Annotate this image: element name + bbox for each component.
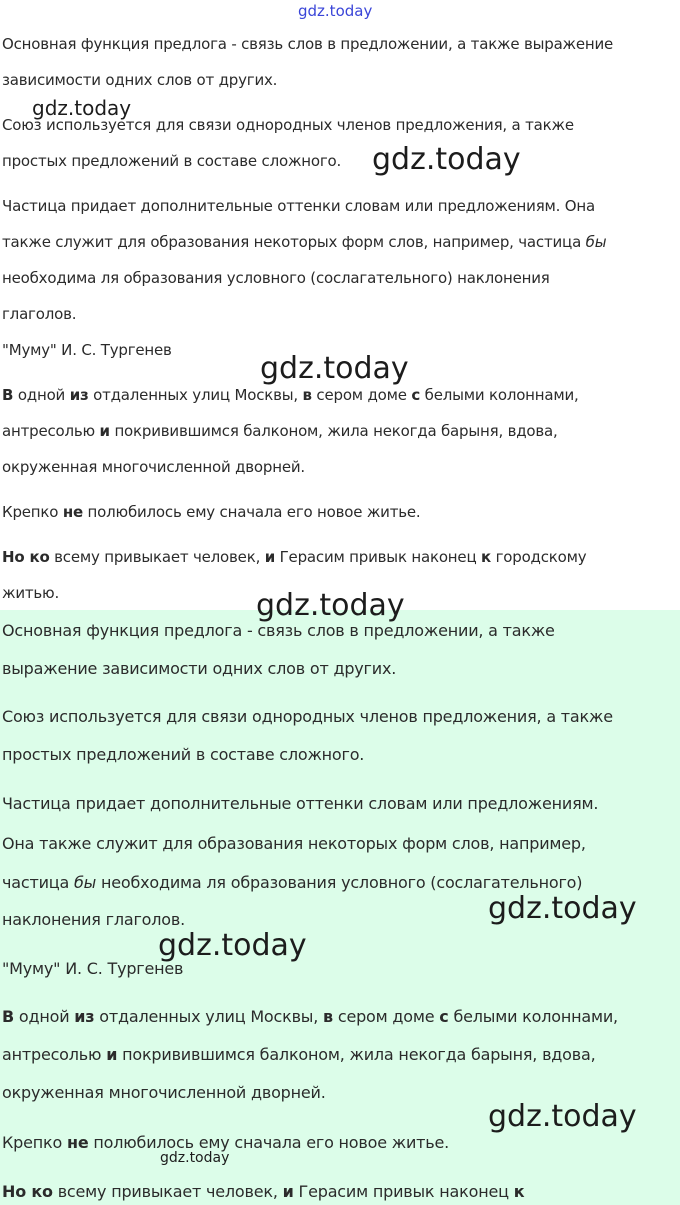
watermark-logo: gdz.today [160, 1150, 230, 1166]
watermark-logo: gdz.today [488, 1099, 637, 1134]
paragraph-particle-line1: Частица придает дополнительные оттенки словам или предложениям. [2, 794, 599, 813]
paragraph-conjunction-line1: Союз используется для связи однородных членов предложения, а также [2, 116, 574, 134]
watermark-logo: gdz.today [298, 2, 373, 20]
paragraph-particle-line4: глаголов. [2, 305, 77, 323]
paragraph-street-line2: антресолью и покривившимся балконом, жила некогда барыня, вдова, [2, 1045, 596, 1064]
work-title: "Муму" И. С. Тургенев [2, 341, 172, 359]
paragraph-preposition-line2: выражение зависимости одних слов от других. [2, 659, 397, 678]
paragraph-particle-line3: частица бы необходима ля образования условного (сослагательного) [2, 873, 583, 892]
watermark-logo: gdz.today [32, 96, 132, 120]
paragraph-street-line2: антресолью и покривившимся балконом, жила некогда барыня, вдова, [2, 422, 558, 440]
paragraph-krepko: Крепко не полюбилось ему сначала его новое житье. [2, 503, 421, 521]
paragraph-preposition-line1: Основная функция предлога - связь слов в предложении, а также [2, 621, 555, 640]
paragraph-particle-line2: также служит для образования некоторых форм слов, например, частица бы [2, 233, 607, 251]
paragraph-preposition-line2: зависимости одних слов от других. [2, 71, 278, 89]
paragraph-conjunction-line2: простых предложений в составе сложного. [2, 152, 342, 170]
paragraph-street-line1: В одной из отдаленных улиц Москвы, в сером доме с белыми колоннами, [2, 386, 579, 404]
paragraph-gerasim-line1: Но ко всему привыкает человек, и Герасим привык наконец к [2, 1182, 525, 1201]
watermark-logo: gdz.today [488, 891, 637, 926]
paragraph-conjunction-line1: Союз используется для связи однородных членов предложения, а также [2, 707, 613, 726]
paragraph-street-line3: окруженная многочисленной дворней. [2, 458, 305, 476]
paragraph-gerasim-line2: житью. [2, 584, 60, 602]
paragraph-street-line3: окруженная многочисленной дворней. [2, 1083, 326, 1102]
paragraph-particle-line4: наклонения глаголов. [2, 910, 185, 929]
watermark-logo: gdz.today [158, 928, 307, 963]
paragraph-particle-line2: Она также служит для образования некоторых форм слов, например, [2, 834, 586, 853]
watermark-logo: gdz.today [260, 351, 409, 386]
watermark-logo: gdz.today [256, 588, 405, 623]
paragraph-preposition-line1: Основная функция предлога - связь слов в предложении, а также выражение [2, 35, 614, 53]
paragraph-particle-line1: Частица придает дополнительные оттенки словам или предложениям. Она [2, 197, 595, 215]
paragraph-krepko: Крепко не полюбилось ему сначала его новое житье. [2, 1133, 450, 1152]
paragraph-particle-line3: необходима ля образования условного (сослагательного) наклонения [2, 269, 550, 287]
paragraph-street-line1: В одной из отдаленных улиц Москвы, в сером доме с белыми колоннами, [2, 1007, 618, 1026]
paragraph-conjunction-line2: простых предложений в составе сложного. [2, 745, 365, 764]
work-title: "Муму" И. С. Тургенев [2, 959, 184, 978]
paragraph-gerasim-line1: Но ко всему привыкает человек, и Герасим привык наконец к городскому [2, 548, 587, 566]
watermark-logo: gdz.today [372, 142, 521, 177]
